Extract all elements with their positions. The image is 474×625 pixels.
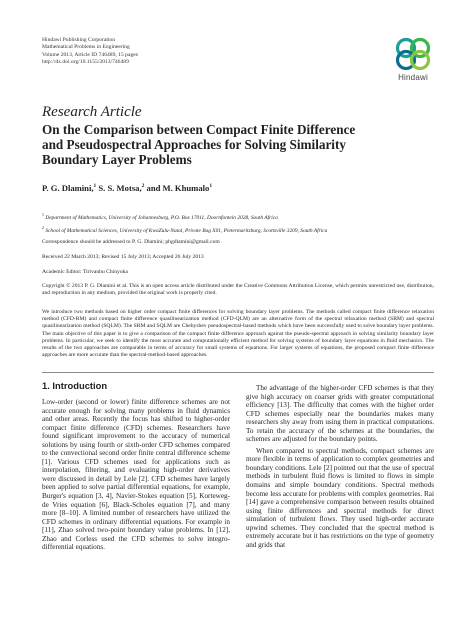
affiliation-text: Department of Mathematics, University of Johannesburg, P.O. Box 17011, Doornfontein 2028, South Africa	[44, 214, 278, 221]
copyright-notice: Copyright © 2013 P. G. Dlamini et al. This is an open access article distributed under the Creative Commons Attribution License, which permits unrestricted use, distribution, and reproduction in any medium, provided the original work is properly cited.	[42, 283, 434, 297]
hindawi-logo-text: Hindawi	[398, 73, 428, 82]
body-paragraph: The advantage of the higher-order CFD schemes is that they give high accuracy on coarser grids with greater computational efficiency [13]. The difficulty that comes with the higher order CFD schemes especially near the boundaries makes many researchers shy away from using them in practical computations. To retain the accuracy of the schemes at the boundaries, the schemes are adjusted for the boundary points.	[246, 384, 434, 444]
hindawi-logo-icon	[393, 36, 433, 72]
received-dates: Received 22 March 2013; Revised 15 July 2013; Accepted 26 July 2013	[42, 254, 204, 260]
author-name[interactable]: P. G. Dlamini,	[42, 183, 94, 193]
hindawi-logo	[389, 36, 437, 82]
affiliation-marker: 2	[42, 225, 44, 230]
affiliation	[42, 211, 278, 222]
author-affil-marker: 2	[141, 183, 145, 190]
section-divider	[42, 372, 434, 373]
academic-editor: Academic Editor: Tirivanhu Chinyoka	[42, 269, 128, 275]
author-list	[42, 183, 212, 193]
affiliation-text: School of Mathematical Sciences, University of KwaZulu-Natal, Private Bag X01, Pietermaritzburg, Scottsville 3209, South Africa	[44, 227, 328, 234]
author-affil-marker: 1	[93, 183, 97, 190]
body-paragraph: Low-order (second or lower) finite difference schemes are not accurate enough for solving many problems in fluid dynamics and other areas. Recently the focus has shifted to higher-order compact finite difference (CFD) schemes. Researchers have found significant improvement to the accuracy of numerical solutions by using fourth or sixth-order CFD schemes compared to the convectional second order finite central difference scheme [1]. Various CFD schemes used for applications such as interpolation, filtering, and evaluating high-order derivatives were discussed in detail by Lele [2]. CFD schemes have largely been applied to solve partial differential equations, for example, Burger's equation [3, 4], Navier-Stokes equation [5], Korteweg-de Vries equation [6], Black-Scholes equation [7], and many more [8–10]. A limited number of researchers have utilized the CFD schemes in ordinary differential equations. For example in [11], Zhao solved two-point boundary value problems. In [12], Zhao and Corless used the CFD schemes to solve integro-differential equations.	[42, 398, 230, 552]
section-heading: 1. Introduction	[42, 380, 108, 391]
volume-info: Volume 2013, Article ID 746489, 15 pages	[42, 51, 138, 58]
author-affil-marker: 1	[209, 183, 213, 190]
publication-info	[42, 37, 138, 66]
author-name[interactable]: S. S. Motsa,	[96, 183, 142, 193]
abstract-text: We introduce two methods based on higher order compact finite differences for solving boundary layer problems. The methods called compact finite difference relaxation method (CFD-RM) and compact finite difference quasilinearization method (CFD-QLM) are an alternative form of the spectral relaxation method (SRM) and spectral quasilinearization method (SQLM). The SRM and SQLM are Chebyshev pseudospectral-based methods which have been successfully used to solve boundary layer problems. The main objective of this paper is to give a comparison of the compact finite difference approach against the pseudo-spectral approach in solving similarity boundary layer problems. In particular, we seek to identify the most accurate and computationally efficient method for solving systems of boundary layer equations in fluid mechanics. The results of the two approaches are comparable in terms of accuracy for small systems of equations. For larger systems of equations, the proposed compact finite difference approaches are more accurate than the spectral-method-based approaches.	[42, 309, 434, 359]
right-column	[246, 384, 434, 549]
affiliation	[42, 224, 327, 235]
body-paragraph: When compared to spectral methods, compact schemes are more flexible in terms of application to complex geometries and boundary conditions. Lele [2] pointed out that the use of spectral methods in turbulent fluid flows is limited to flows in simple domains and simple boundary conditions. Spectral methods become less accurate for problems with complex geometries. Rai [14] gave a comprehensive comparison between results obtained using finite differences and spectral methods for direct simulation of turbulent flows. They used high-order accurate upwind schemes. They concluded that the spectral method is extremely accurate but it has restrictions on the type of geometry and grids that	[246, 446, 434, 549]
left-column	[42, 398, 230, 552]
author-name[interactable]: and M. Khumalo	[144, 183, 210, 193]
doi-link[interactable]: http://dx.doi.org/10.1155/2013/746489	[42, 58, 129, 65]
article-type-label: Research Article	[42, 104, 142, 120]
correspondence-note: Correspondence should be addressed to P. G. Dlamini; phgdlamini@gmail.com	[42, 239, 220, 245]
affiliation-marker: 1	[42, 212, 44, 217]
article-title: On the Comparison between Compact Finite Difference and Pseudospectral Approaches for Solving Similarity Boundary Layer Problems	[42, 122, 356, 168]
journal-name: Mathematical Problems in Engineering	[42, 44, 130, 51]
publisher-name: Hindawi Publishing Corporation	[42, 37, 116, 43]
